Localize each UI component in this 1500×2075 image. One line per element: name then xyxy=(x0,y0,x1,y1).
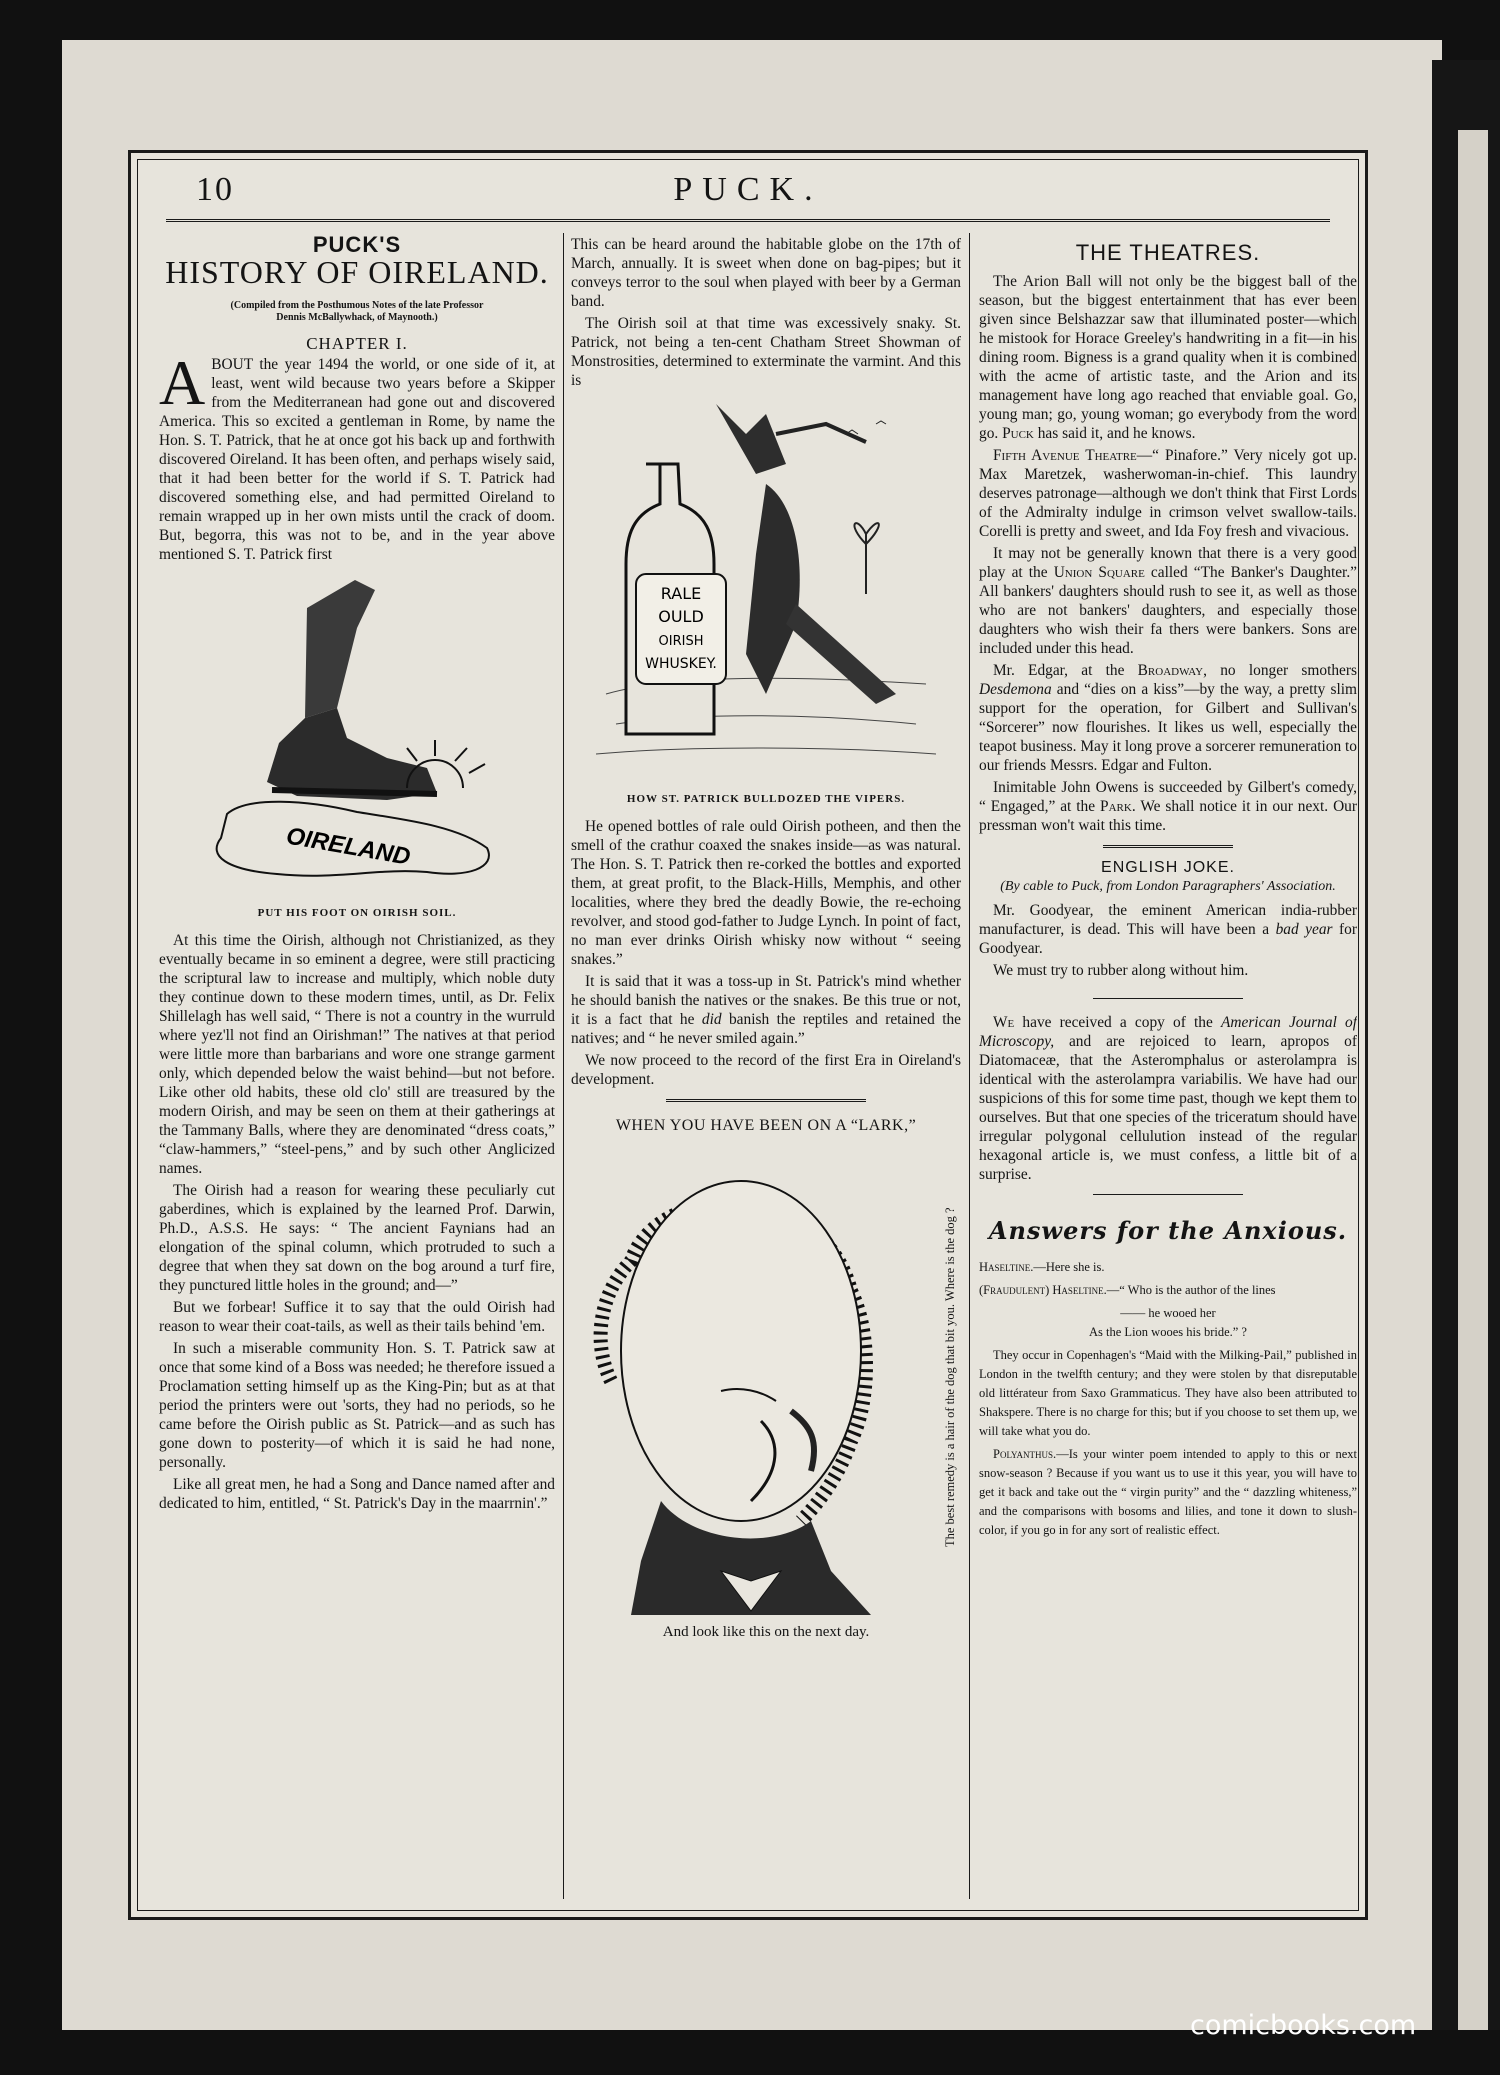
section-rule xyxy=(666,1099,866,1102)
history-paragraph-3: The Oirish had a reason for wearing these peculiarly cut gaberdines, which is explained by the learned Prof. Darwin, Ph.D., A.S.S. He says: “ The ancient Faynians had an elongation of the spinal column, which protruded to such a degree that when they sat down on the bog around a turf fire, they punctured little holes in the ground; and—” xyxy=(159,1182,555,1294)
answers-title: Answers for the Anxious. xyxy=(988,1216,1348,1245)
answer-1: Haseltine.—Here she is. xyxy=(979,1260,1105,1274)
history-paragraph-6: Like all great men, he had a Song and Dance named after and dedicated to him, entitled, “ St. Patrick's Day in the maarrnin'.” xyxy=(159,1476,555,1512)
page-header xyxy=(131,171,1365,211)
theatres-paragraph-5: Inimitable John Owens is succeeded by Gilbert's comedy, “ Engaged,” at the Park. We shall notice it in our next. Our pressman won't wait this time. xyxy=(979,779,1357,834)
page-number: 10 xyxy=(196,171,234,208)
answer-4: Polyanthus.—Is your winter poem intended to apply to this or next snow-season ? Because if you want us to use it this year, you will have to get it back and take out the “ virgin purity” and the “ dazzling whiteness,” and the comparisons with bosoms and lilies, and tone it down to slush-color, if you go in for any sort of realistic effect. xyxy=(979,1447,1357,1537)
theatres-paragraph-1: The Arion Ball will not only be the biggest ball of the season, but the biggest entertainment that has ever been given since Belshazzar saw that illuminated poster—which he mistook for Horace Greeley's handwriting in a fit—in his dining room. Bigness is a grand quality when it is combined with the acme of artistic taste, and the Arion and its management have long ago reached that enviable goal. Go, young man; go, young woman; go everybody from the word go. Puck has said it, and he knows. xyxy=(979,273,1357,442)
bald-head-illustration xyxy=(571,1141,931,1615)
joke-credit: (By cable to Puck, from London Paragraphers' Association. xyxy=(1000,879,1336,894)
history-paragraph-4: But we forbear! Suffice it to say that the ould Oirish had reason to wear their coat-tails, as well as their tails behind 'em. xyxy=(159,1299,555,1335)
answer-3: They occur in Copenhagen's “Maid with the Milking-Pail,” published in London in the twelfth century; and they were stolen by that disreputable old littérateur from Saxo Grammaticus. They have also been attributed to Shakspere. There is no charge for this; but if you choose to set them up, we will take what you do. xyxy=(979,1348,1357,1438)
column-rule-2 xyxy=(969,233,970,1899)
vipers-illustration xyxy=(596,394,936,784)
joke-title: ENGLISH JOKE. xyxy=(1101,859,1235,876)
masthead: PUCK. xyxy=(673,171,823,208)
answer-2: (Fraudulent) Haseltine.—“ Who is the author of the lines xyxy=(979,1283,1276,1297)
theatres-title: THE THEATRES. xyxy=(1075,240,1261,265)
compiled-note: (Compiled from the Posthumous Notes of the late Professor Dennis McBallywhack, of Maynooth.) xyxy=(230,300,484,323)
theatres-paragraph-4: Mr. Edgar, at the Broadway, no longer smothers Desdemona and “dies on a kiss”—by the way, a pretty slim support for the operation, for Gilbert and Sullivan's “Sorcerer” now flourishes. It likes us well, especially the teapot business. May it long prove a sorcerer remuneration to our friends Messrs. Edgar and Fulton. xyxy=(979,662,1357,774)
section-rule xyxy=(1093,1194,1243,1195)
history-paragraph-2: At this time the Oirish, although not Christianized, as they eventually became in so eminent a degree, were still practicing the scriptural law to increase and multiply, which noble duty they continue down to these modern times, until, as Dr. Felix Shillelagh has well said, “ There is not a country in the wurruld where yez'll not find an Oirishman!” The natives at that period were little more than barbarians and wore one strange garment only, which depended below the waist behind—but not before. Like other old habits, these old clo' still are treasured by the modern Oirish, and may be seen on them at their gatherings at the Tammany Balls, where they are denominated “dress coats,” “claw-hammers,” “steel-pens,” and by such other Anglicized names. xyxy=(159,932,555,1177)
section-rule xyxy=(1093,998,1243,999)
lark-heading: WHEN YOU HAVE BEEN ON A “LARK,” xyxy=(615,1117,917,1134)
theatres-paragraph-2: Fifth Avenue Theatre—“ Pinafore.” Very nicely got up. Max Maretzek, washerwoman-in-chief. This laundry deserves patronage—although we don't think that First Lords of the Admiralty indulge in crimson velvet swallow-tails. Corelli is pretty and sweet, and Ida Foy fresh and vivacious. xyxy=(979,447,1357,540)
svg-text:WHUSKEY.: WHUSKEY. xyxy=(645,656,717,672)
history-paragraph-1: ABOUT the year 1494 the world, or one side of it, at least, went wild because two years before a Skipper from the Mediterranean had gone out and discovered America. This so excited a gentleman in Rome, by name the Hon. S. T. Patrick, that he at once got his back up and forthwith discovered Oireland. It has been often, and perhaps wisely said, that it had been better for the world if S. T. Patrick had discovered something else, and had permitted Oireland to remain wrapped up in her own mists until the crack of doom. But, begorra, this was not to be, and in the year above mentioned S. T. Patrick first xyxy=(159,347,555,563)
article-kicker: PUCK'S xyxy=(312,235,402,257)
column-right xyxy=(979,235,1357,1895)
microscopy-paragraph: We have received a copy of the American Journal of Microscopy, and are rejoiced to learn, apropos of Diatomaceæ, that the Asteromphalus or asterolampra is identical with the asterolampra variabilis. We have had our suspicions of this for some time past, though we kept them to ourselves. But that one species of the triceratum should have irregular polygonal cellulution instead of the regular hexagonal article is, we must confess, a little bit of a surprise. xyxy=(979,1014,1357,1183)
answer-2-verse-2: As the Lion wooes his bride.” ? xyxy=(1089,1325,1247,1339)
lark-side-text: The best remedy is a hair of the dog that bit you. Where is the dog ? xyxy=(943,1207,957,1547)
svg-text:OULD: OULD xyxy=(658,607,704,626)
theatres-paragraph-3: It may not be generally known that there is a very good play at the Union Square called “The Banker's Daughter.” All bankers' daughters should rush to see it, as well as those who are not bankers' daughters, and especially those daughters who wish their fa thers were bankers. Sons are included under this head. xyxy=(979,545,1357,657)
middle-paragraph-4: It is said that it was a toss-up in St. Patrick's mind whether he should banish the natives or the snakes. Be this true or not, it is a fact that he did banish the reptiles and retained the natives; and “ he never smiled again.” xyxy=(571,973,961,1047)
header-rule xyxy=(166,219,1330,222)
lark-cartoon xyxy=(571,1141,961,1615)
joke-paragraph-1: Mr. Goodyear, the eminent American india-rubber manufacturer, is dead. This will have been a bad year for Goodyear. xyxy=(979,902,1357,957)
middle-paragraph-3: He opened bottles of rale ould Oirish potheen, and then the smell of the crathur coaxed the snakes inside—as was natural. The Hon. S. T. Patrick then re-corked the bottles and exported them, at great profit, to the Black-Hills, Memphis, and other localities, where they bred the deadly Bowie, the re-echoing revolver, and stood god-father to Judge Lynch. In point of fact, no man ever drinks Oirish whisky now without “ seeing snakes.” xyxy=(571,818,961,968)
svg-text:RALE: RALE xyxy=(660,584,702,603)
drop-cap: A xyxy=(159,347,206,418)
foot-caption: PUT HIS FOOT ON OIRISH SOIL. xyxy=(257,907,457,919)
column-left xyxy=(159,235,555,1895)
middle-paragraph-2: The Oirish soil at that time was excessively snaky. St. Patrick, not being a ten-cent Chatham Street Showman of Monstrosities, determined to exterminate the varmint. And this is xyxy=(571,315,961,389)
answer-2-verse-1: —— he wooed her xyxy=(1120,1306,1216,1320)
svg-text:OIRELAND: OIRELAND xyxy=(284,822,413,871)
section-rule xyxy=(1103,845,1233,848)
foot-illustration xyxy=(187,568,527,898)
article-title: HISTORY OF OIRELAND. xyxy=(165,254,549,290)
answers-section xyxy=(979,1258,1357,1540)
magazine-page xyxy=(128,150,1368,1920)
column-rule-1 xyxy=(563,233,564,1899)
lark-caption: And look like this on the next day. xyxy=(662,1624,870,1640)
site-watermark: comicbooks.com xyxy=(1190,2010,1417,2041)
facing-page-edge xyxy=(1432,60,1500,2030)
column-middle xyxy=(571,235,961,1895)
middle-paragraph-5: We now proceed to the record of the first Era in Oireland's development. xyxy=(571,1052,961,1088)
middle-paragraph-1: This can be heard around the habitable globe on the 17th of March, annually. It is sweet when done on bag-pipes; but it conveys terror to the soul when played with beer by a German band. xyxy=(571,236,961,310)
vipers-caption: HOW ST. PATRICK BULLDOZED THE VIPERS. xyxy=(626,793,906,805)
history-paragraph-5: In such a miserable community Hon. S. T. Patrick saw at once that some kind of a Boss was needed; he therefore issued a Proclamation setting himself up as the King-Pin; but as at that period the printers were out 'sorts, they had no periods, so he came before the Oirish public as St. Patrick—and as such has gone down to posterity—of which it is said he had none, personally. xyxy=(159,1340,555,1471)
chapter-heading: CHAPTER I. xyxy=(306,334,408,353)
svg-text:OIRISH: OIRISH xyxy=(658,634,704,649)
joke-paragraph-2: We must try to rubber along without him. xyxy=(993,962,1249,979)
